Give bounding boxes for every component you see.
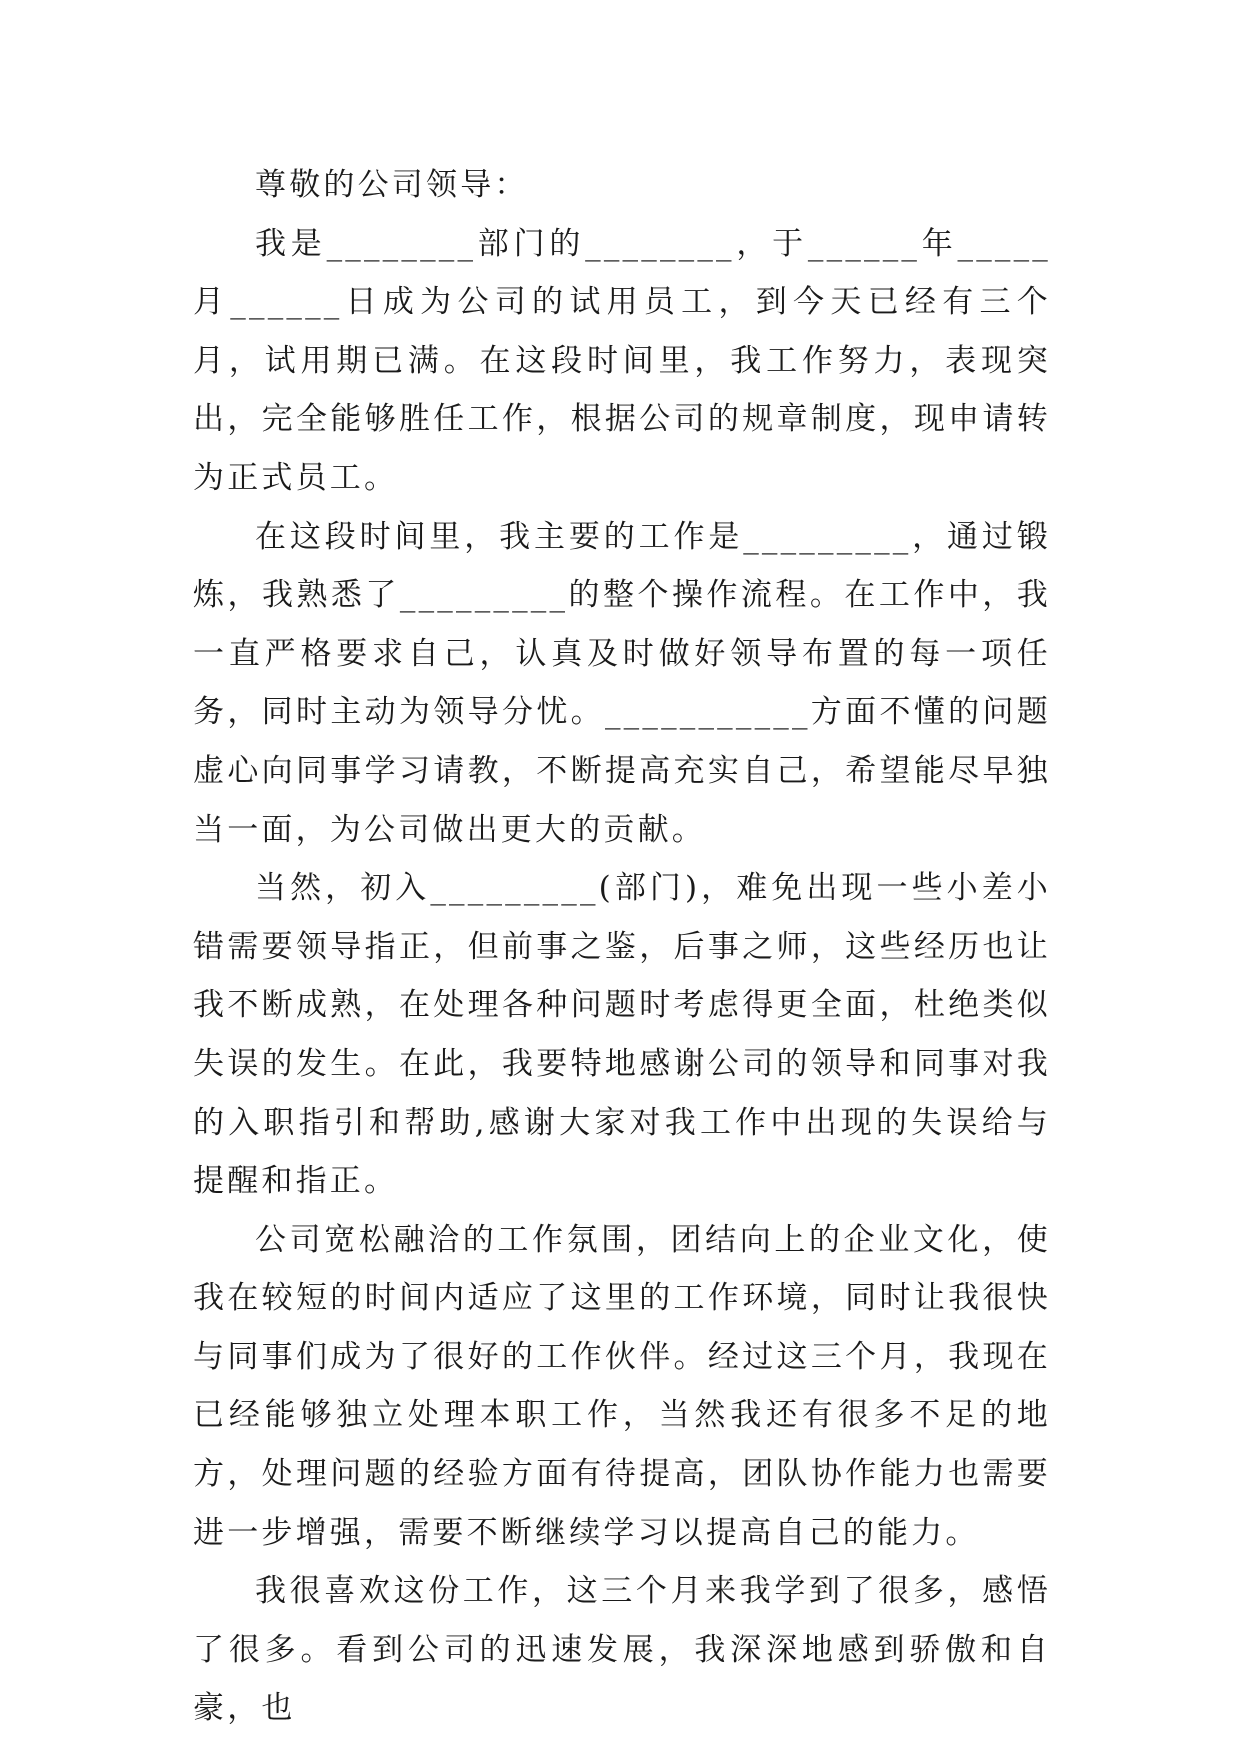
paragraph-3: 当然，初入_________(部门)，难免出现一些小差小错需要领导指正，但前事之鉴，后事之师，这些经历也让我不断成熟，在处理各种问题时考虑得更全面，杜绝类似失误的发生。在此，我要特地感谢公司的领导和同事对我的入职指引和帮助,感谢大家对我工作中出现的失误给与提醒和指正。 xyxy=(193,870,1051,1200)
paragraph-2: 在这段时间里，我主要的工作是_________，通过锻炼，我熟悉了_________的整个操作流程。在工作中，我一直严格要求自己，认真及时做好领导布置的每一项任务，同时主动为领导分忧。___________方面不懂的问题虚心向同事学习请教，不断提高充实自己，希望能尽早独当一面，为公司做出更大的贡献。 xyxy=(193,518,1051,848)
paragraph-1: 我是________部门的________，于______年_____月______日成为公司的试用员工，到今天已经有三个月，试用期已满。在这段时间里，我工作努力，表现突出，完全能够胜任工作，根据公司的规章制度，现申请转为正式员工。 xyxy=(193,225,1051,496)
letter-body xyxy=(193,156,1051,1738)
paragraph-5: 我很喜欢这份工作，这三个月来我学到了很多，感悟了很多。看到公司的迅速发展，我深深地感到骄傲和自豪，也 xyxy=(193,1573,1051,1727)
paragraph-4: 公司宽松融洽的工作氛围，团结向上的企业文化，使我在较短的时间内适应了这里的工作环境，同时让我很快与同事们成为了很好的工作伙伴。经过这三个月，我现在已经能够独立处理本职工作，当然我还有很多不足的地方，处理问题的经验方面有待提高，团队协作能力也需要进一步增强，需要不断继续学习以提高自己的能力。 xyxy=(193,1221,1051,1551)
greeting: 尊敬的公司领导： xyxy=(255,167,529,203)
